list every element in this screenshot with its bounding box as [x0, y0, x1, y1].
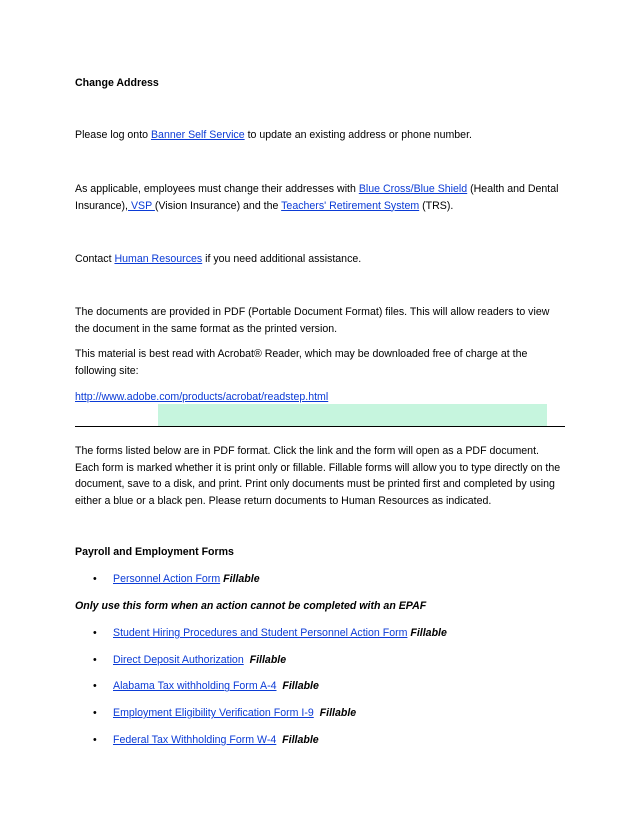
forms-info-paragraph: The forms listed below are in PDF format. Click the link and the form will open as a PDF document. Each form is marked whether it is print only or fillable. Fillable forms will allow you to type directly on the document, save to a disk, and print. Print only documents must be printed first and completed by using either a blue or a black pen. Please return documents to Human Resources as indicated. [75, 445, 561, 507]
banner-paragraph [75, 127, 565, 144]
page-title: Change Address [75, 77, 159, 89]
contact-text-before: Contact [75, 253, 115, 265]
highlight-bar [158, 404, 547, 426]
form-link[interactable]: Direct Deposit Authorization [113, 653, 244, 666]
fillable-tag: Fillable [407, 627, 447, 639]
form-entry [113, 625, 447, 642]
form-entry [113, 705, 356, 722]
vsp-link[interactable]: VSP [128, 199, 155, 212]
address-text-1: As applicable, employees must change their addresses with [75, 183, 359, 195]
horizontal-divider [75, 426, 565, 427]
acrobat-paragraph: This material is best read with Acrobat® Reader, which may be downloaded free of charge at the following site: [75, 348, 528, 377]
form-link[interactable]: Employment Eligibility Verification Form I-9 [113, 707, 314, 720]
trs-link[interactable]: Teachers' Retirement System [281, 199, 420, 212]
form-entry [113, 732, 319, 749]
pdf-info-paragraph: The documents are provided in PDF (Portable Document Format) files. This will allow readers to view the document in the same format as the printed version. [75, 306, 550, 335]
address-change-paragraph [75, 181, 565, 214]
fillable-tag: Fillable [276, 733, 319, 746]
form-entry [113, 678, 319, 695]
form-entry [113, 571, 260, 588]
fillable-tag: Fillable [313, 707, 357, 720]
section-title: Payroll and Employment Forms [75, 546, 234, 558]
bullet-icon: • [93, 680, 97, 693]
form-link[interactable]: Personnel Action Form [113, 573, 221, 585]
address-text-3: (Vision Insurance) and the [154, 199, 282, 212]
contact-text-after: if you need additional assistance. [202, 253, 362, 265]
banner-self-service-link[interactable]: Banner Self Service [150, 129, 245, 141]
form-link[interactable]: Alabama Tax withholding Form A-4 [113, 680, 277, 693]
form-link[interactable]: Student Hiring Procedures and Student Personnel Action Form [113, 627, 408, 639]
fillable-tag: Fillable [276, 680, 319, 693]
acrobat-reader-link[interactable]: http://www.adobe.com/products/acrobat/readstep.html [75, 391, 329, 403]
form-link[interactable]: Federal Tax Withholding Form W-4 [113, 733, 277, 746]
address-text-4: (TRS). [419, 199, 454, 212]
bullet-icon: • [93, 573, 97, 585]
banner-text-after: to update an existing address or phone number. [244, 129, 472, 141]
human-resources-link[interactable]: Human Resources [114, 253, 203, 265]
address-text-2: (Health and Dental Insurance), [75, 183, 559, 212]
fillable-tag: Fillable [243, 653, 287, 666]
form-entry [113, 652, 286, 669]
bullet-icon: • [93, 707, 97, 720]
fillable-tag: Fillable [220, 573, 260, 585]
epaf-note: Only use this form when an action cannot be completed with an EPAF [75, 600, 427, 612]
bullet-icon: • [93, 733, 97, 746]
contact-paragraph [75, 251, 565, 268]
banner-text-before: Please log onto [75, 129, 151, 141]
bullet-icon: • [93, 627, 97, 639]
blue-cross-link[interactable]: Blue Cross/Blue Shield [358, 183, 468, 195]
bullet-icon: • [93, 653, 97, 666]
